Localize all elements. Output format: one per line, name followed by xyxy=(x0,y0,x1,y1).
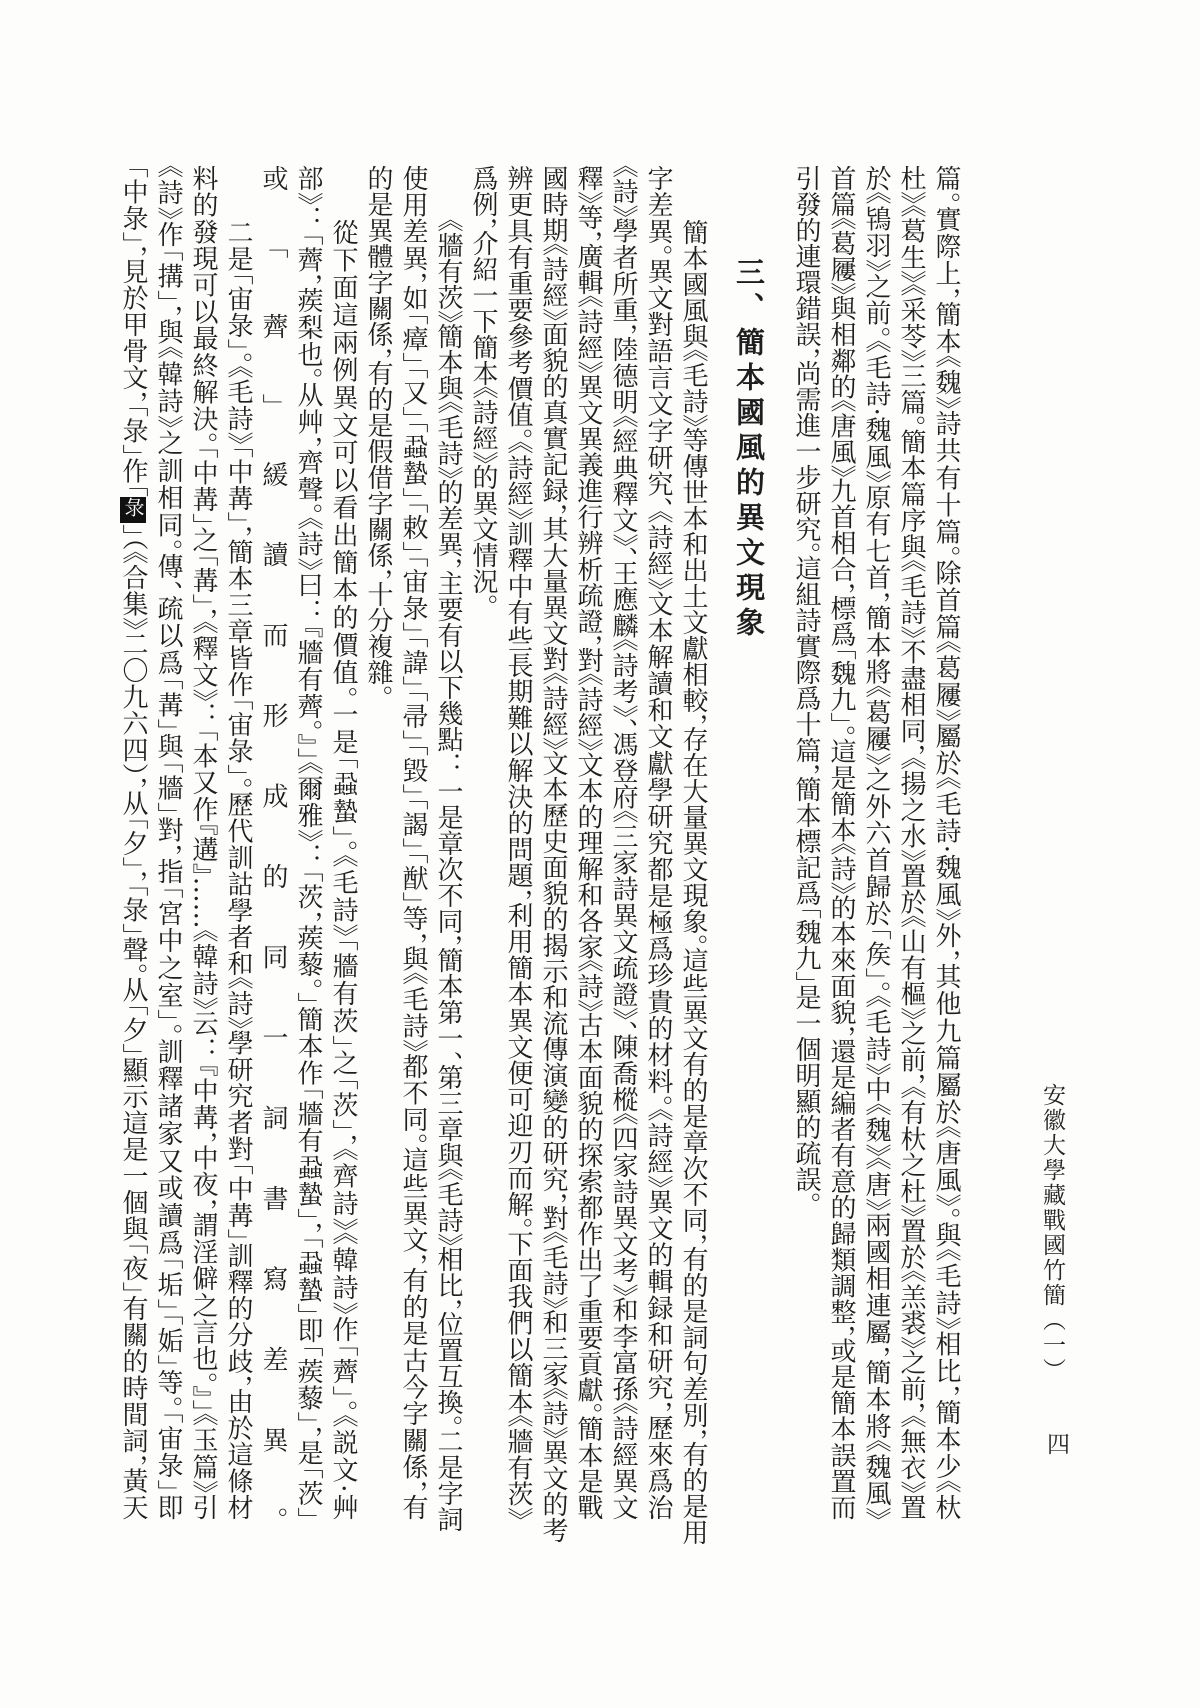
text-column: 辨更具有重要參考價值。《詩經》訓釋中有些長期難以解決的問題，利用簡本異文便可迎刃而解。下面我們以簡本《牆有茨》 xyxy=(503,165,533,1520)
text-column: 從下面這兩例異文可以看出簡本的價值。一是「蝨蟄」。《毛詩》「牆有茨」之「茨」，《齊詩》《韓詩》作「薺」。《説文·艸 xyxy=(328,219,358,1520)
text-column: 於《鴇羽》之前。《毛詩·魏風》原有七首，簡本將《葛屨》之外六首歸於「矦」。《毛詩》中《魏》《唐》兩國相連屬，簡本將《魏風》 xyxy=(861,165,891,1520)
text-column: 《牆有茨》簡本與《毛詩》的差異，主要有以下幾點：一是章次不同，簡本第一、第三章與《毛詩》相比，位置互換。二是字詞 xyxy=(433,219,463,1532)
text-segment: 「中彔」，見於甲骨文，「彔」作「 xyxy=(118,165,148,498)
text-column: 或「薺」緩讀而形成的同一詞書寫差異。 xyxy=(258,165,288,1520)
text-column: 引發的連環錯誤，尚需進一步研究。這組詩實際爲十篇，簡本標記爲「魏九」是一個明顯的疏誤。 xyxy=(791,165,821,1205)
text-column: 首篇《葛屨》與相鄰的《唐風》九首相合，標爲「魏九」。這是簡本《詩》的本來面貌，還是編者有意的歸類調整，或是簡本誤置而 xyxy=(826,165,856,1520)
text-segment: 」（《合集》二〇九六四），从「夕」，「彔」聲。从「夕」顯示這是一個與「夜」有關的時間詞，黃天 xyxy=(118,523,148,1521)
text-column: 使用差異，如「瘴」「又」「蝨蟄」「敕」「宙彔」「諱」「帚」「毀」「謁」「猷」等，與《毛詩》都不同。這些異文，有的是古今字關係，有 xyxy=(398,165,428,1520)
text-column: 字差異。異文對語言文字研究、《詩經》文本解讀和文獻學研究都是極爲珍貴的材料。《詩經》異文的輯録和研究，歷來爲治 xyxy=(643,165,673,1520)
section-heading: 三、簡本國風的異文現象 xyxy=(732,257,766,642)
text-column: 部》：「薺，蒺梨也。从艸，齊聲。《詩》曰：『牆有薺。』」《爾雅》：「茨，蒺藜。」簡本作「牆有蝨蟄」，「蝨蟄」即「蒺藜」，是「茨」 xyxy=(293,165,323,1520)
text-column: 杜》《葛生》《采苓》三篇。簡本篇序與《毛詩》不盡相同，《揚之水》置於《山有樞》之前，《有杕之杜》置於《羔裘》之前，《無衣》置 xyxy=(896,165,926,1520)
text-column: 二是「宙彔」。《毛詩》「中冓」，簡本三章皆作「宙彔」。歷代訓詁學者和《詩》學研究者對「中冓」訓釋的分歧，由於這條材 xyxy=(223,219,253,1520)
text-column: 篇。實際上，簡本《魏》詩共有十篇。除首篇《葛屨》屬於《毛詩·魏風》外，其他九篇屬於《唐風》。與《毛詩》相比，簡本少《杕 xyxy=(931,165,961,1520)
text-column: 《詩》作「搆」，與《韓詩》之訓相同。傳、疏以爲「冓」與「牆」對，指「宮中之室」。訓釋諸家又或讀爲「垢」「姤」等。「宙彔」即 xyxy=(153,165,183,1520)
text-column xyxy=(115,165,150,1520)
text-column: 簡本國風與《毛詩》等傳世本和出土文獻相較，存在大量異文現象。這些異文有的是章次不同，有的是詞句差別，有的是用 xyxy=(678,219,708,1545)
text-column: 釋》等，廣輯《詩經》異文異義進行辨析疏證，對《詩經》文本的理解和各家《詩》古本面貌的探索都作出了重要貢獻。簡本是戰 xyxy=(573,165,603,1520)
text-column: 國時期《詩經》面貌的真實記録，其大量異文對《詩經》文本歷史面貌的揭示和流傳演變的研究，對《毛詩》和三家《詩》異文的考 xyxy=(538,165,568,1543)
vertical-text-body xyxy=(115,165,963,1545)
text-column: 料的發現可以最終解決。「中冓」之「冓」，《釋文》：「本又作『遘』……《韓詩》云：『中冓，中夜，謂淫僻之言也。』」《玉篇》引 xyxy=(188,165,218,1520)
text-column: 爲例，介紹一下簡本《詩經》的異文情況。 xyxy=(468,165,498,607)
page-number: 四 xyxy=(1043,1432,1069,1455)
text-column: 的是異體字關係，有的是假借字關係，十分複雜。 xyxy=(363,165,393,698)
oracle-bone-character-icon: 彔 xyxy=(120,497,146,523)
text-column: 《詩》學者所重，陸德明《經典釋文》、王應麟《詩考》、馮登府《三家詩異文疏證》、陳喬樅《四家詩異文考》和李富孫《詩經異文 xyxy=(608,165,638,1520)
running-head-book-title: 安徽大學藏戰國竹簡（一） xyxy=(1039,1083,1065,1383)
